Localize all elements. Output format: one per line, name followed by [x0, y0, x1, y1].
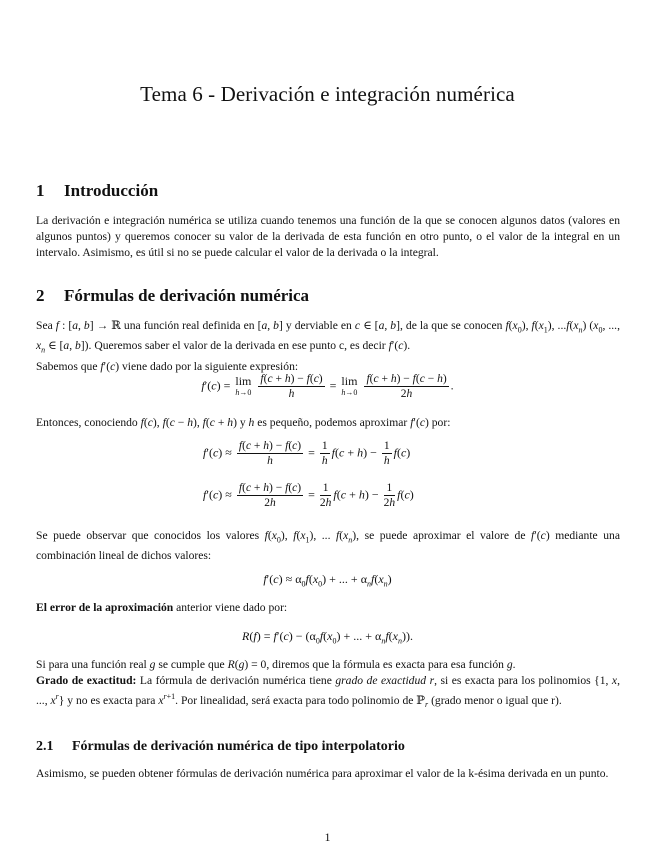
linear-combination-equation: $f'(c) \approx \alpha_0f(x_0)$ + ... + $\alpha_nf(x_n)$: [263, 572, 392, 589]
section-title: Introducción: [64, 181, 159, 200]
error-equation: $R(f) = f'(c) - (\alpha_0f(x_0)$ + ... + $\alpha_nf(x_n)$).: [242, 629, 413, 646]
derivative-limit-equation: f′(c) = lim h→0 $\frac{f(c + h) - f(c)}{h}$ = lim h→0 $\frac{f(c + h) - f(c - h)}{2h}$ .: [201, 373, 454, 400]
exactness-paragraph: Si para una función real g se cumple que R(g) = 0, diremos que la fórmula es exacta para esa función g. Grado de exactitud: La fórmula de derivación numérica tiene grado de exactidud r, si es exacta para los polinomios {1, x, ..., $x^r$} y no es exacta para $x^{r+1}$. Por linealidad, será exacta para todo polinomio de ℙ$_r$ (grado menor o igual que r).: [36, 658, 620, 710]
page-number: 1: [324, 830, 331, 844]
subsection-title: Fórmulas de derivación numérica de tipo interpolatorio: [72, 739, 405, 754]
linear-combination-paragraph: Se puede observar que conocidos los valores $f(x_0)$, $f(x_1)$, ... $f(x_n)$, se puede aproximar el valore de f′(c) mediante una combinación lineal de dichos valores:: [36, 529, 620, 563]
subsection-number: 2.1: [36, 739, 54, 754]
document-title: Tema 6 - Derivación e integración numérica: [140, 82, 515, 106]
section-heading-formulas: [36, 286, 309, 306]
interpolatorio-paragraph: Asimismo, se pueden obtener fórmulas de derivación numérica para aproximar el valor de la k-ésima derivada en un punto.: [36, 767, 609, 780]
section-title: Fórmulas de derivación numérica: [64, 286, 310, 305]
subsection-heading-interpolatorio: [36, 739, 405, 755]
section-number: 2: [36, 286, 45, 305]
forward-difference-equation: f′(c) ≈ $\frac{f(c + h) - f(c)}{h}$ = $\frac{1}{h}$ f(c + h) − $\frac{1}{h}$ f(c): [203, 440, 411, 467]
definition-paragraph: Sea f : [a, b] → ℝ una función real definida en [a, b] y derviable en c ∈ [a, b], de la que se conocen $f(x_0)$, $f(x_1)$, $...f(x_n)$ ($x_0$, ..., $x_n$ ∈ [a, b]). Queremos saber el valor de la derivada en ese punto c, es decir f′(c). Sabemos que f′(c) viene dado por la siguiente expresión:: [36, 319, 620, 373]
intro-paragraph: La derivación e integración numérica se utiliza cuando tenemos una función de la que se conocen algunos datos (valores en algunos puntos) y queremos conocer su valor de la derivada de esta función en otro punto, o el valor de la integral en un intervalo. Asimismo, es útil si no se puede calcular el valor de la derivada o la integral.: [36, 214, 620, 259]
error-paragraph: El error de la aproximación anterior viene dado por:: [36, 601, 288, 614]
scaled-difference-equation: f′(c) ≈ $\frac{f(c + h) - f(c)}{2h}$ = $\frac{1}{2h}$ f(c + h) − $\frac{1}{2h}$ f(c): [203, 482, 414, 509]
section-heading-introduccion: [36, 181, 158, 201]
conociendo-paragraph: Entonces, conociendo f(c), f(c − h), f(c + h) y h es pequeño, podemos aproximar f′(c) por:: [36, 416, 451, 429]
section-number: 1: [36, 181, 45, 200]
